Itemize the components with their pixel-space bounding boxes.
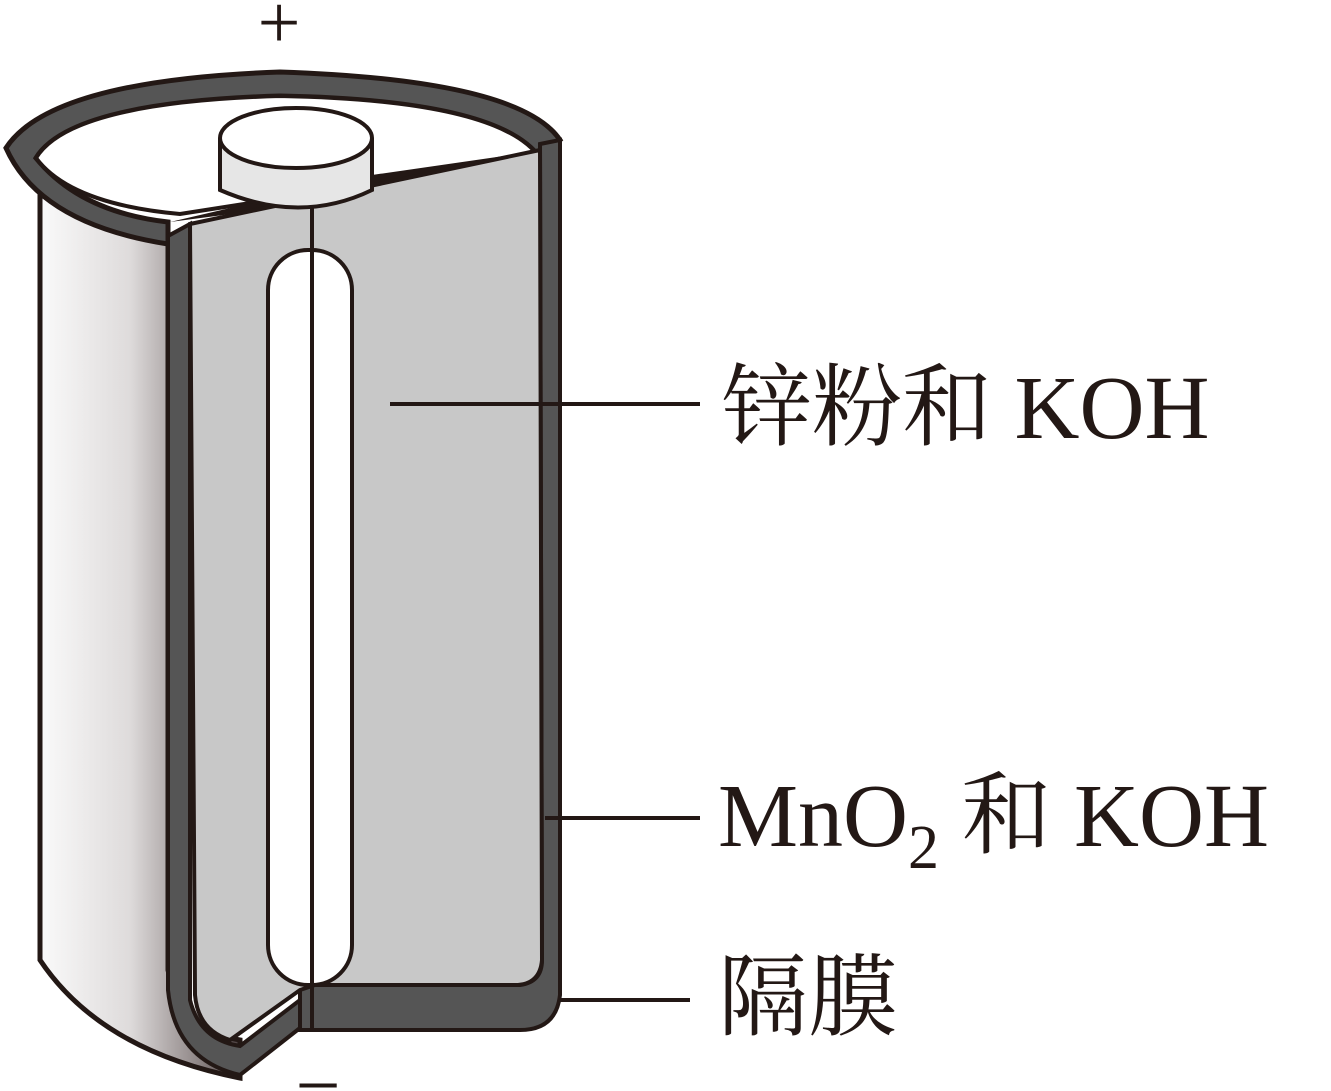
positive-cap-top [220, 108, 372, 168]
mno2-label-prefix: MnO [718, 767, 909, 866]
mno2-region [190, 150, 542, 1040]
positive-terminal-label: + [257, 0, 301, 65]
negative-terminal-label: − [295, 1042, 341, 1091]
mno2-label-subscript: 2 [908, 814, 940, 882]
mno2-label [718, 767, 1269, 882]
separator-label: 隔膜 [718, 949, 898, 1048]
zinc-label: 锌粉和 KOH [722, 359, 1210, 458]
mno2-label-suffix: 和 KOH [939, 767, 1270, 866]
